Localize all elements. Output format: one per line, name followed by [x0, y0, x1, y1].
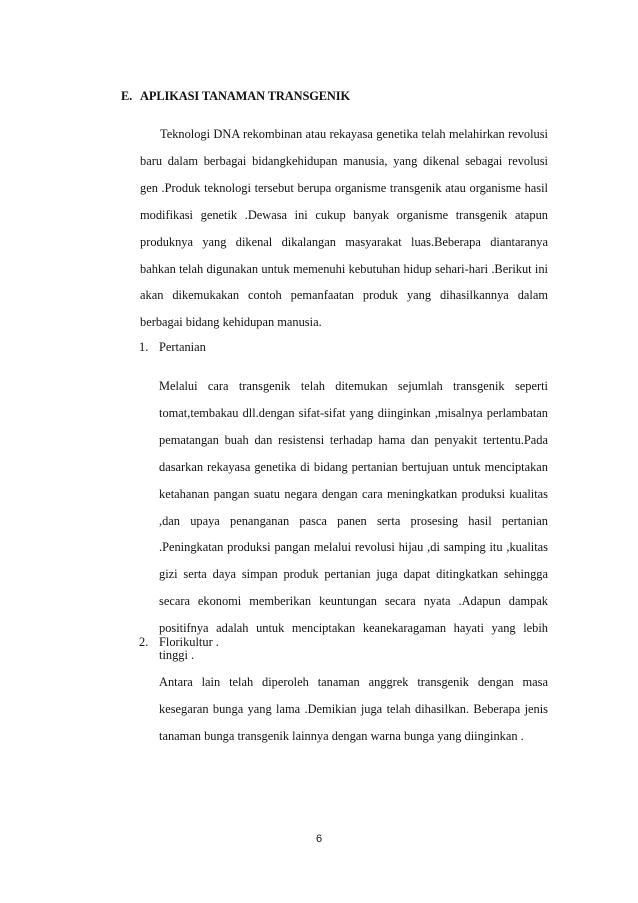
- list-item-pertanian: [139, 340, 206, 355]
- section-heading: [121, 89, 350, 104]
- list-item-title: Pertanian: [159, 340, 206, 354]
- section-number: E.: [121, 89, 133, 103]
- pertanian-paragraph: Melalui cara transgenik telah ditemukan sejumlah transgenik seperti tomat,tembakau dll.dengan sifat-sifat yang diinginkan ,misalnya perlambatan pematangan buah dan resistensi terhadap hama dan penyakit tertentu.Pada dasarkan rekayasa genetika di bidang pertanian bertujuan untuk menciptakan ketahanan pangan suatu negara dengan cara meningkatkan produksi kualitas ,dan upaya penanganan pasca panen serta prosesing hasil pertanian .Peningkatan produksi pangan melalui revolusi hijau ,di samping itu ,kualitas gizi serta daya simpan produk pertanian juga dapat ditingkatkan sehingga secara ekonomi memberikan keuntungan secara nyata .Adapun dampak positifnya adalah untuk menciptakan keanekaragaman hayati yang lebih tinggi .: [159, 379, 548, 663]
- list-item-florikultur: [139, 635, 219, 650]
- intro-paragraph: Teknologi DNA rekombinan atau rekayasa genetika telah melahirkan revolusi baru dalam berbagai bidangkehidupan manusia, yang dikenal sebagai revolusi gen .Produk teknologi tersebut berupa organisme transgenik atau organisme hasil modifikasi genetik .Dewasa ini cukup banyak organisme transgenik atapun produknya yang dikenal dikalangan masyarakat luas.Beberapa diantaranya bahkan telah digunakan untuk memenuhi kebutuhan hidup sehari-hari .Berikut ini akan dikemukakan contoh pemanfaatan produk yang dihasilkannya dalam berbagai bidang kehidupan manusia.: [140, 127, 548, 330]
- list-item-title: Florikultur .: [159, 635, 219, 649]
- page-number: 6: [315, 833, 323, 845]
- list-item-number: 2.: [139, 635, 149, 649]
- section-title: APLIKASI TANAMAN TRANSGENIK: [140, 89, 351, 103]
- florikultur-paragraph: Antara lain telah diperoleh tanaman anggrek transgenik dengan masa kesegaran bunga yang lama .Demikian juga telah dihasilkan. Beberapa jenis tanaman bunga transgenik lainnya dengan warna bunga yang diinginkan .: [159, 675, 548, 743]
- list-item-number: 1.: [139, 340, 149, 354]
